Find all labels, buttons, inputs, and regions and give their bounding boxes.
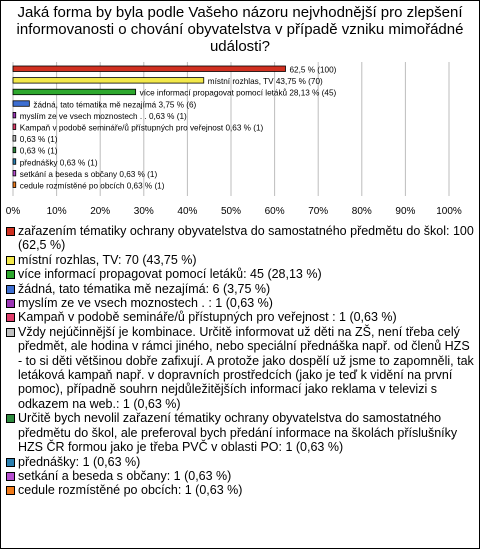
bars bbox=[13, 66, 337, 191]
x-tick-label: 60% bbox=[264, 206, 285, 217]
bar-value-label: myslím ze ve vsech moznostech . . 0,63 % (1) bbox=[19, 111, 187, 121]
bar bbox=[13, 112, 16, 118]
legend-item bbox=[6, 324, 478, 411]
legend-label: Vždy nejúčinnější je kombinace. Určitě informovat už děti na ZŠ, není třeba celý předmět, ale hodina v rámci jiného, nebo speciální přednáška např. od členů HZS - to si děti většinou dobře zafixují. A protože jako dospělí už jsme to zapomněli, tak letáková kampaň např. v dopravních prostředcích (jako je teď k vidění na první pomoc), případně souhrn nejdůležitějších informací jako reklama v televizi s odkazem na web.: 1 (0,63 %) bbox=[18, 324, 478, 411]
bar-value-label: více informací propagovat pomocí letáků 28,13 % (45) bbox=[139, 88, 337, 98]
legend-swatch bbox=[6, 414, 15, 423]
bar-value-label: žádná, tato tématika mě nezajímá 3,75 % (6) bbox=[33, 100, 197, 110]
legend-item bbox=[6, 267, 474, 281]
legend-item bbox=[6, 469, 474, 483]
legend-item bbox=[6, 483, 474, 497]
x-tick-label: 10% bbox=[46, 206, 67, 217]
legend-label: více informací propagovat pomocí letáků: 45 (28,13 %) bbox=[18, 267, 322, 282]
legend-label: místní rozhlas, TV: 70 (43,75 %) bbox=[18, 252, 197, 267]
x-tick-label: 30% bbox=[133, 206, 154, 217]
x-tick-label: 100% bbox=[436, 206, 462, 217]
x-tick-label: 50% bbox=[220, 206, 242, 217]
bar-value-label: 62,5 % (100) bbox=[289, 65, 337, 75]
legend-swatch bbox=[6, 256, 15, 265]
x-tick-label: 70% bbox=[308, 206, 329, 217]
x-tick-label: 80% bbox=[351, 206, 372, 217]
legend-swatch bbox=[6, 472, 15, 481]
x-tick-labels bbox=[6, 206, 462, 217]
legend-swatch bbox=[6, 270, 15, 279]
chart-title: Jaká forma by byla podle Vašeho názoru nejvhodnější pro zlepšení informovanosti o chování obyvatelstva v případě vzniku mimořádné události? bbox=[16, 4, 464, 55]
legend-swatch bbox=[6, 486, 15, 495]
legend-label: setkání a beseda s občany: 1 (0,63 %) bbox=[18, 468, 232, 483]
bar bbox=[13, 66, 286, 72]
bar-value-label: Kampaň v podobě semináře/ů přístupných pro veřejnost 0,63 % (1) bbox=[19, 123, 264, 133]
legend-label: přednášky: 1 (0,63 %) bbox=[18, 454, 141, 469]
legend bbox=[6, 224, 478, 498]
legend-label: myslím ze ve vsech moznostech . : 1 (0,63 %) bbox=[18, 296, 273, 311]
bar bbox=[13, 159, 16, 165]
bar bbox=[13, 124, 16, 130]
legend-swatch bbox=[6, 328, 15, 337]
legend-swatch bbox=[6, 313, 15, 322]
legend-item bbox=[6, 296, 474, 310]
bar-value-label: setkání a beseda s občany 0,63 % (1) bbox=[19, 169, 158, 179]
legend-item bbox=[6, 455, 474, 469]
bar bbox=[13, 170, 16, 176]
x-tick-label: 90% bbox=[395, 206, 416, 217]
bar bbox=[13, 89, 136, 95]
legend-label: Kampaň v podobě semináře/ů přístupných pro veřejnost : 1 (0,63 %) bbox=[18, 310, 397, 325]
legend-item bbox=[6, 310, 474, 324]
bar-value-label: 0,63 % (1) bbox=[19, 135, 58, 145]
bar-chart bbox=[0, 0, 480, 220]
legend-item bbox=[6, 411, 474, 454]
bar-value-label: místní rozhlas, TV 43,75 % (70) bbox=[207, 77, 323, 87]
x-tick-label: 0% bbox=[5, 206, 21, 217]
x-tick-label: 40% bbox=[177, 206, 198, 217]
bar bbox=[13, 182, 16, 188]
legend-swatch bbox=[6, 458, 15, 467]
legend-swatch bbox=[6, 299, 15, 308]
bar-value-label: cedule rozmístěné po obcích 0,63 % (1) bbox=[19, 181, 165, 191]
legend-swatch bbox=[6, 227, 15, 236]
bar-value-label: 0,63 % (1) bbox=[19, 146, 58, 156]
bar bbox=[13, 78, 204, 84]
legend-item bbox=[6, 282, 474, 296]
legend-label: cedule rozmístěné po obcích: 1 (0,63 %) bbox=[18, 483, 243, 498]
bar bbox=[13, 101, 29, 107]
legend-item bbox=[6, 253, 474, 267]
legend-swatch bbox=[6, 285, 15, 294]
bar bbox=[13, 147, 16, 153]
legend-label: zařazením tématiky ochrany obyvatelstva do samostatného předmětu do škol: 100 (62,5 %) bbox=[18, 224, 478, 253]
bar bbox=[13, 136, 16, 142]
x-tick-label: 20% bbox=[90, 206, 111, 217]
legend-label: Určitě bych nevolil zařazení tématiky ochrany obyvatelstva do samostatného předmětu do škol, ale preferoval bych předání informace na školách příslušníky HZS ČR formou jako je třeba PVČ v oblasti PO: 1 (0,63 %) bbox=[18, 411, 461, 455]
legend-item bbox=[6, 224, 478, 253]
legend-label: žádná, tato tématika mě nezajímá: 6 (3,75 %) bbox=[18, 281, 271, 296]
bar-value-label: přednášky 0,63 % (1) bbox=[19, 158, 98, 168]
